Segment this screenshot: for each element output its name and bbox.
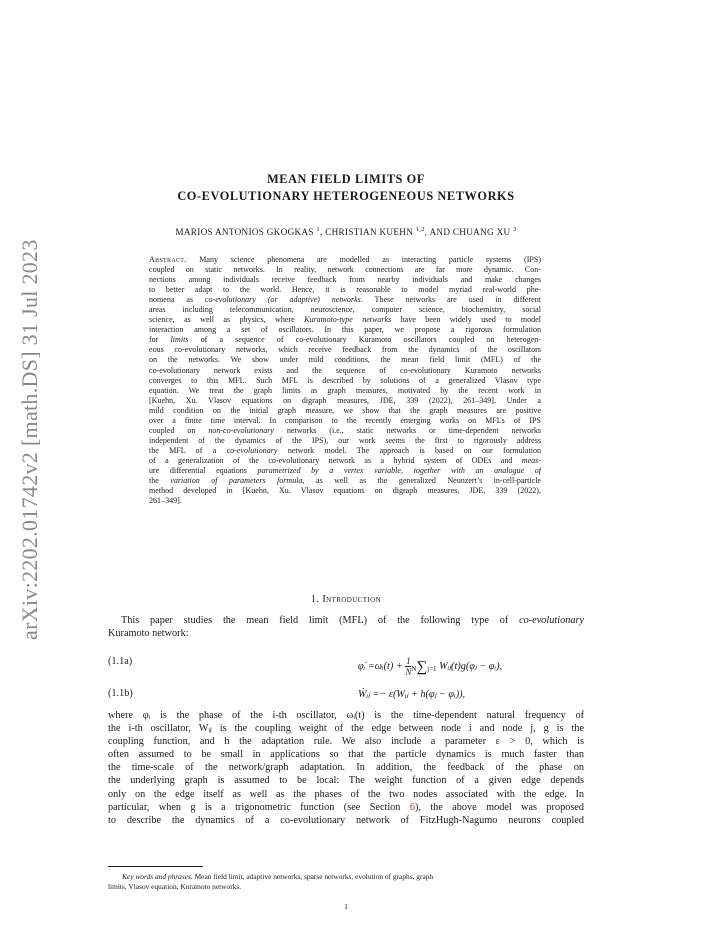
abstract-label: Abstract. [149,255,187,264]
intro-line-2: Kuramoto network: [108,628,189,640]
author-list [108,226,584,237]
abstract-text: coupled on [149,425,209,435]
abstract-text: , as well as the generalized Neunzert’s in-cell-particle [302,476,541,486]
abstract-line [149,325,541,335]
body-line: to describe the dynamics of a co-evolutionary network of FitzHugh-Nagumo neurons coupled [108,814,584,826]
section-heading-introduction [108,594,584,605]
abstract-text: the MFL of a [149,445,227,455]
abstract-text: ure differential equations [149,465,247,475]
equation-lhs: φ̇ᵢ = [358,660,375,672]
abstract-text: have been widely used to model [391,315,541,325]
abstract-line [149,295,541,305]
abstract-line [149,476,541,486]
body-line: often assumed to be small in applications so that the particle dynamics is much faster than [108,749,584,761]
abstract-text: over a finite time interval. In comparison to the recently emerging works on MFLs of IPS [149,415,541,425]
equation-1-1a [108,656,584,677]
section-title: Introduction [322,594,382,605]
abstract-line [149,446,541,456]
abstract-line [149,345,541,355]
intro-emphasis: co-evolutionary [519,615,584,626]
abstract-emphasis: variation of parameters formula [170,476,303,486]
abstract-text: of a sequence of co-evolutionary Kuramoto oscillators coupled on heterogen- [188,335,541,345]
body-line: only on the edge itself as well as the phases of the two nodes associated with the edge. In [108,788,584,800]
abstract-text: nomena as [149,295,205,305]
author-2-affiliation: 1,2 [415,226,425,233]
abstract-line [149,285,541,295]
equation-body [358,688,465,700]
abstract-line [149,396,541,406]
sum-upper-limit: N [411,664,417,673]
abstract-text: equation. We treat the graph limits as graph measures, motivated by the recent work in [149,385,541,395]
body-paragraph [108,709,584,827]
abstract-text: converges to this MFL. Such MFL is described by solutions of a generalized Vlasov type [149,375,541,385]
abstract-line [149,386,541,396]
abstract-text: mild condition on the initial graph measure, we show that the graph measures are positive [149,405,541,415]
equation-label: (1.1a) [108,656,133,667]
abstract-line [149,496,541,506]
abstract-line [149,426,541,436]
abstract-text: on the networks. We show under mild conditions, the mean field limit (MFL) of the [149,355,541,365]
body-line: the underlying graph is assumed to be local: The weight function of a given edge depends [108,775,584,787]
abstract-text: method developed in [Kuehn, Xu. Vlasov equations on digraph measures, JDE, 339 (2022), [149,486,541,496]
abstract-text: interaction among a set of oscillators. In this paper, we propose a rigorous formulation [149,325,541,335]
abstract-text: networks (i.e., static networks or time-dependent networks [274,425,541,435]
abstract-emphasis: co-evolutionary (or adaptive) networks [204,295,361,305]
section-reference-link[interactable]: 6 [409,801,415,813]
abstract-line [149,265,541,275]
abstract-line [149,255,541,265]
abstract-line [149,275,541,285]
author-1: MARIOS ANTONIOS GKOGKAS [175,227,314,238]
abstract-line [149,466,541,476]
abstract-emphasis: co-evolutionary [226,445,278,455]
author-3-affiliation: 3 [513,226,517,233]
abstract-text: coupled on static networks. In reality, network connections are far more dynamic. Con- [149,265,541,275]
author-1-affiliation: 1 [316,226,320,233]
body-text: particular, when g is a trigonometric function (see Section [108,801,410,813]
abstract-line [149,436,541,446]
fraction-denominator: N [405,667,412,677]
abstract-text: [Kuehn, Xu. Vlasov equations on digraph measures, JDE, 339 (2022), 261–349]. Under a [149,395,541,405]
body-line: the i-th oscillator, Wᵢⱼ is the coupling weight of the edge between node i and node j, g is the [108,723,584,735]
summation-symbol: N∑j=1 [411,658,437,675]
paper-title-line-1: MEAN FIELD LIMITS OF [267,172,425,186]
abstract-line [149,406,541,416]
section-number: 1. [310,594,320,605]
author-3: , AND CHUANG XU [424,227,511,238]
abstract-line [149,376,541,386]
intro-text: This paper studies the mean field limit (MFL) of the following type of [121,615,520,626]
abstract-line [149,456,541,466]
footnote-keywords [108,872,584,891]
equation-rhs-term: − ε(Wᵢⱼ + h(φⱼ − φᵢ)), [379,689,466,700]
abstract-emphasis: limits [170,335,189,345]
abstract-text: Many science phenomena are modelled as interacting particle systems (IPS) [199,255,541,264]
abstract-text: . These networks are used in different [360,295,541,305]
intro-paragraph [108,614,584,640]
abstract-line [149,335,541,345]
abstract-text: science, as well as physics, where [149,315,305,325]
abstract-text: co-evolutionary network exists and the sequence of co-evolutionary Kuramoto networks [149,365,541,375]
body-line: where φᵢ is the phase of the i-th oscillator, ωᵢ(t) is the time-dependent natural frequency of [108,710,584,721]
footnote-line-1 [108,872,584,882]
equation-rhs-term: Wᵢⱼ(t)g(φⱼ − φᵢ), [439,660,503,672]
footnote-text: Mean field limit, adaptive networks, sparse networks, evolution of graphs, graph [192,872,434,881]
abstract-emphasis: Kuramoto-type networks [304,315,392,325]
abstract-text: of a generalization of the co-evolutionary network as a hybrid system of ODEs and [149,455,522,465]
abstract-line [149,366,541,376]
abstract-text: to better adapt to the world. Hence, it is reasonable to model myriad real-world phe- [149,285,541,295]
abstract [149,255,541,506]
abstract-line [149,305,541,315]
abstract-text: the [149,476,171,486]
abstract-emphasis: meas- [521,455,541,465]
footnote-line-2: limits, Vlasov equation, Kuramoto networks. [108,881,242,891]
abstract-text: for [149,335,171,345]
equation-lhs: Ẇᵢⱼ = [358,689,380,700]
author-2: , CHRISTIAN KUEHN [319,227,414,238]
equation-1-1b [108,688,584,704]
body-line [108,801,584,814]
body-text: ), the above model was proposed [414,801,584,813]
paper-title-line-2: CO-EVOLUTIONARY HETEROGENEOUS NETWORKS [177,189,515,203]
abstract-text: eous co-evolutionary networks, which receive feedback from the dynamics of the oscillators [149,345,541,355]
page-number: 1 [344,902,348,911]
fraction-numerator: 1 [406,656,411,666]
sum-lower-limit: j=1 [427,664,437,673]
equation-label: (1.1b) [108,688,133,699]
abstract-text: network model. The approach is based on our formulation [277,445,541,455]
equation-rhs-term: ωᵢ(t) + [374,660,403,672]
abstract-line [149,486,541,496]
intro-line-1 [108,614,584,627]
abstract-line [149,315,541,325]
abstract-text: 261–349]. [149,496,182,506]
abstract-text: nections among individuals receive feedback from nearby individuals and make changes [149,275,541,285]
abstract-emphasis: non-co-evolutionary [208,425,275,435]
abstract-text: independent of the dynamics of the IPS), our work seems the first to rigorously address [149,435,541,445]
footnote-label: Key words and phrases. [122,872,193,881]
abstract-line [149,416,541,426]
body-line: the time-scale of the network/graph adaptation. In addition, the feedback of the phase on [108,762,584,774]
abstract-line [149,355,541,365]
equation-body [358,656,502,677]
footnote-rule [108,866,203,867]
body-line: coupling function, and h the adaptation rule. We also include a parameter ε > 0, which is [108,736,584,748]
arxiv-identifier-stamp: arXiv:2202.01742v2 [math.DS] 31 Jul 2023 [17,239,42,640]
abstract-emphasis: parametrized by a vertex variable, together with an analogue of [246,465,541,475]
abstract-text: areas including telecommunication, neuroscience, computer science, biochemistry, social [149,305,541,315]
